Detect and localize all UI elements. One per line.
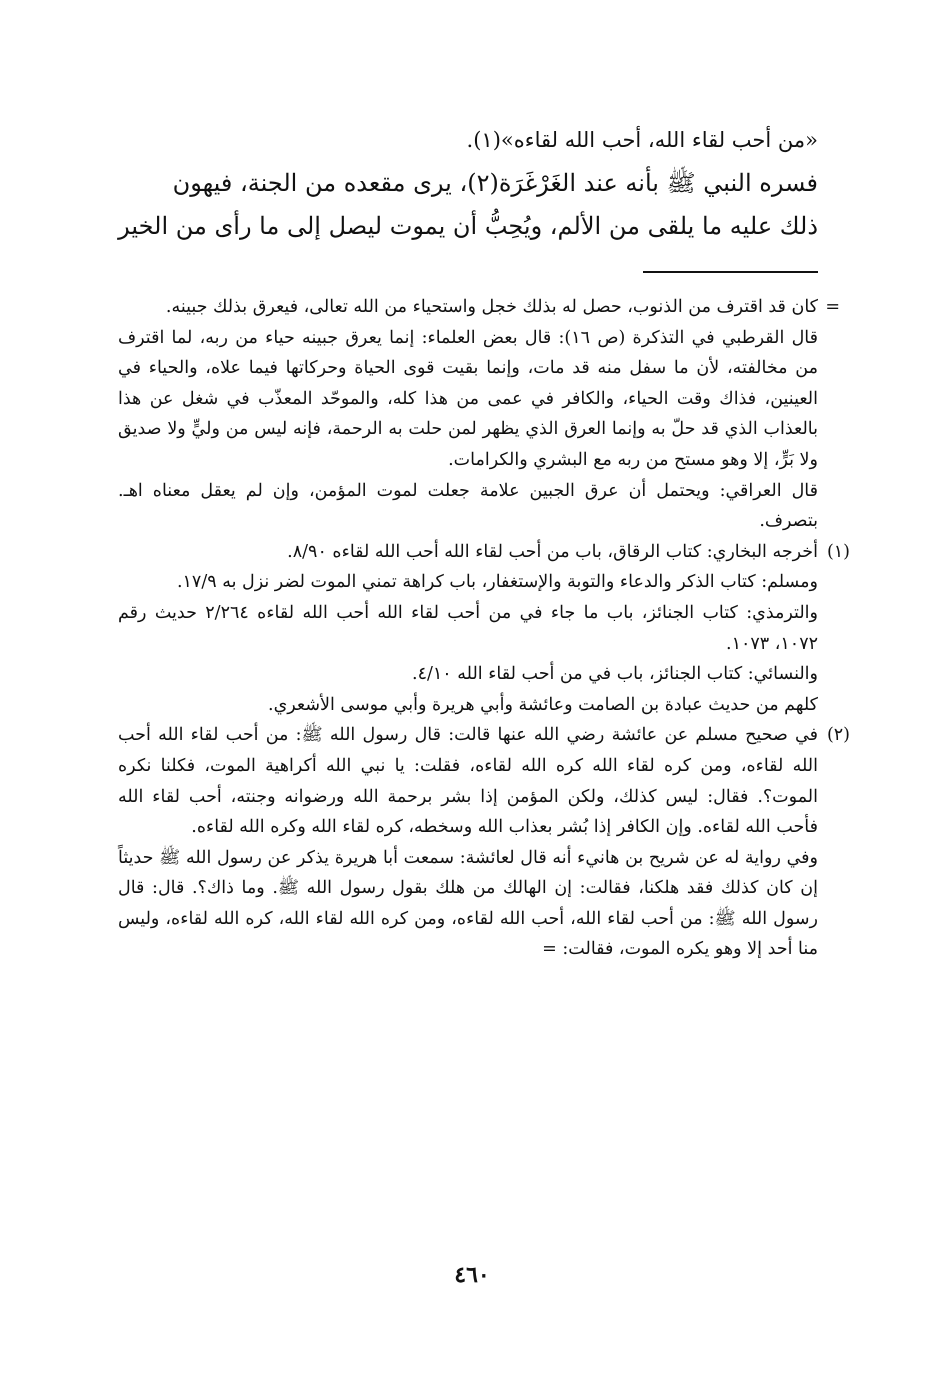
page-number: ٤٦٠ [454, 1262, 490, 1288]
footnote-2 [118, 720, 850, 842]
footnote-paragraph: ومسلم: كتاب الذكر والدعاء والتوبة والإستغفار، باب كراهة تمني الموت لضر نزل به ١٧/٩. [176, 572, 818, 593]
footnote-text: في صحيح مسلم عن عائشة رضي الله عنها قالت: قال رسول الله ﷺ: من أحب لقاء الله أحب الله لقاءه، ومن كره لقاء الله كره الله لقاءه، فقلت: يا نبي الله أكراهية الموت، فكلنا نكره الموت؟. فقال: ليس كذلك، ولكن المؤمن إذا بشر برحمة الله ورضوانه وجنته، أحب لقاء الله فأحب الله لقاءه. وإن الكافر إذا بُشر بعذاب الله وسخطه، كره لقاء الله وكره الله لقاءه. [118, 725, 818, 838]
footnote-number: (٢) [826, 725, 850, 746]
footnote-text: أخرجه البخاري: كتاب الرقاق، باب من أحب لقاء الله أحب الله لقاءه ٨/٩٠. [287, 541, 818, 562]
footnote-text: وفي رواية له عن شريح بن هانيء أنه قال لعائشة: سمعت أبا هريرة يذكر عن رسول الله ﷺ حديثاً إن كان كذلك فقد هلكنا، فقالت: إن الهالك من هلك بقول رسول الله ﷺ. وما ذاك؟. قال: قال رسول الله ﷺ: من أحب لقاء الله، أحب الله لقاءه، ومن كره الله لقاء الله، كره الله لقاءه، وليس منا أحد إلا وهو يكره الموت، فقالت: [118, 847, 818, 960]
main-text [118, 118, 818, 248]
footnote-continuation-paragraph: قال القرطبي في التذكرة (ص ١٦): قال بعض العلماء: إنما يعرق جبينه حياء من ربه، لما اقترف من مخالفته، لأن ما سفل منه قد مات، وإنما بقيت قوى الحياة وحركاتها فيما علاه، والحياء في العينين، فذاك وقت الحياء، والكافر في عمى من هذا كله، والموحّد المعذّب في شغل عن هذا بالعذاب الذي قد حلّ به وإنما العرق الذي يظهر لمن حلت به الرحمة، فإنه ليس من وليٍّ ولا صديق ولا بَرٍّ، إلا وهو مستح من ربه مع البشري والكرامات. [118, 327, 818, 470]
footnote-separator [643, 271, 818, 273]
footnote-paragraph [118, 843, 818, 965]
footnote-paragraph: والترمذي: كتاب الجنائز، باب ما جاء في من أحب لقاء الله أحب الله لقاءه ٢/٢٦٤ حديث رقم ١٠٧٢، ١٠٧٣. [118, 602, 818, 654]
main-text-line: فسره النبي ﷺ بأنه عند الغَرْغَرَة(٢)، يرى مقعده من الجنة، فيهون [172, 169, 818, 197]
main-text-line: «من أحب لقاء الله، أحب الله لقاءه»(١). [466, 128, 818, 152]
main-text-line: ذلك عليه ما يلقى من الألم، ويُحِبُّ أن يموت ليصل إلى ما رأى من الخير [118, 212, 818, 240]
footnote-1 [118, 537, 850, 568]
footnote-number: (١) [826, 541, 850, 562]
footnote-text: كان قد اقترف من الذنوب، حصل له بذلك خجل واستحياء من الله تعالى، فيعرق بذلك جبينه. [165, 297, 818, 317]
footnote-paragraph: والنسائي: كتاب الجنائز، باب في من أحب لقاء الله ٤/١٠. [412, 664, 818, 685]
continuation-marker: = [542, 939, 557, 960]
footnotes [118, 292, 850, 965]
footnote-paragraph: كلهم من حديث عبادة بن الصامت وعائشة وأبي هريرة وأبي موسى الأشعري. [268, 694, 818, 715]
footnote-continuation-paragraph [118, 292, 840, 323]
continuation-marker: = [825, 297, 840, 317]
footnote-continuation-paragraph: قال العراقي: ويحتمل أن عرق الجبين علامة جعلت لموت المؤمن، وإن لم يعقل معناه اهـ. بتصرف. [118, 480, 818, 532]
